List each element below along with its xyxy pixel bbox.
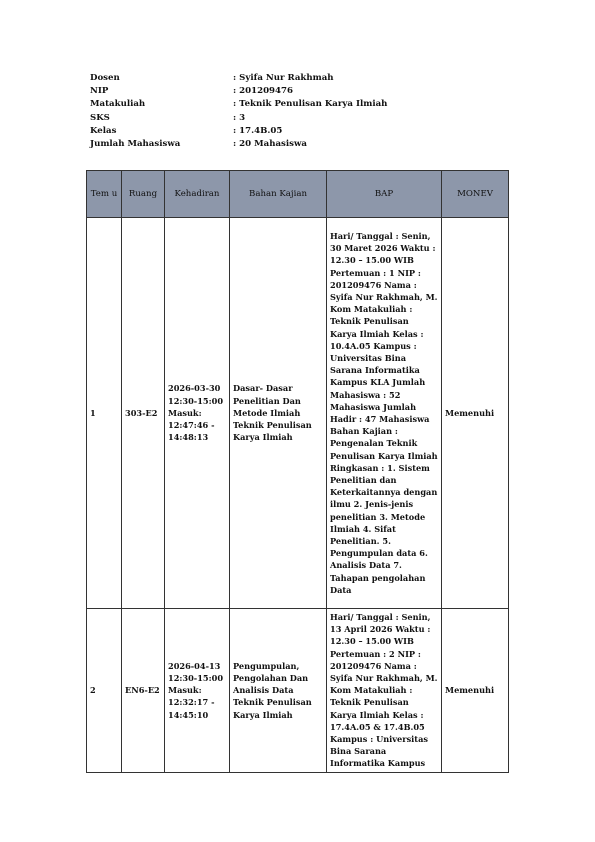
table-row <box>87 218 509 609</box>
header-temu: Tem u <box>87 171 122 218</box>
cell-bahan-kajian: Dasar- Dasar Penelitian Dan Metode Ilmiah Teknik Penulisan Karya Ilmiah <box>230 218 327 609</box>
info-row-jumlah-mahasiswa <box>90 138 387 151</box>
info-label: SKS <box>90 112 110 123</box>
table-row <box>87 609 509 773</box>
info-label: Jumlah Mahasiswa <box>90 139 181 150</box>
info-row-nip <box>90 85 387 98</box>
info-label: NIP <box>90 86 109 97</box>
header-bahan-kajian: Bahan Kajian <box>230 171 327 218</box>
info-value: : 201209476 <box>233 86 293 97</box>
cell-monev: Memenuhi <box>442 218 509 609</box>
cell-bap: Hari/ Tanggal : Senin, 13 April 2026 Waktu : 12.30 – 15.00 WIB Pertemuan : 2 NIP : 201209476 Nama : Syifa Nur Rakhmah, M. Kom Matakuliah : Teknik Penulisan Karya Ilmiah Kelas : 17.4A.05 & 17.4B.05 Kampus : Universitas Bina Sarana Informatika Kampus <box>327 609 442 773</box>
cell-ruang: 303-E2 <box>122 218 165 609</box>
cell-monev: Memenuhi <box>442 609 509 773</box>
info-value: : 20 Mahasiswa <box>233 139 307 150</box>
cell-kehadiran: 2026-04-13 12:30-15:00 Masuk: 12:32:17 - 14:45:10 <box>165 609 230 773</box>
table-header-row <box>87 171 509 218</box>
header-bap: BAP <box>327 171 442 218</box>
cell-temu: 2 <box>87 609 122 773</box>
info-value: : Syifa Nur Rakhmah <box>233 73 334 83</box>
info-row-dosen <box>90 72 387 85</box>
header-kehadiran: Kehadiran <box>165 171 230 218</box>
cell-bahan-kajian: Pengumpulan, Pengolahan Dan Analisis Data Teknik Penulisan Karya Ilmiah <box>230 609 327 773</box>
cell-bap: Hari/ Tanggal : Senin, 30 Maret 2026 Waktu : 12.30 – 15.00 WIB Pertemuan : 1 NIP : 201209476 Nama : Syifa Nur Rakhmah, M. Kom Matakuliah : Teknik Penulisan Karya Ilmiah Kelas : 10.4A.05 Kampus : Universitas Bina Sarana Informatika Kampus KLA Jumlah Mahasiswa : 52 Mahasiswa Jumlah Hadir : 47 Mahasiswa Bahan Kajian : Pengenalan Teknik Penulisan Karya Ilmiah Ringkasan : 1. Sistem Penelitian dan Keterkaitannya dengan ilmu 2. Jenis-jenis penelitian 3. Metode Ilmiah 4. Sifat Penelitian. 5. Pengumpulan data 6. Analisis Data 7. Tahapan pengolahan Data <box>327 218 442 609</box>
attendance-table <box>86 170 509 773</box>
info-label: Kelas <box>90 125 117 136</box>
info-value: : Teknik Penulisan Karya Ilmiah <box>233 99 388 110</box>
cell-ruang: EN6-E2 <box>122 609 165 773</box>
info-row-kelas <box>90 125 387 138</box>
header-ruang: Ruang <box>122 171 165 218</box>
info-label: Dosen <box>90 73 120 83</box>
cell-temu: 1 <box>87 218 122 609</box>
cell-kehadiran: 2026-03-30 12:30-15:00 Masuk: 12:47:46 - 14:48:13 <box>165 218 230 609</box>
header-monev: MONEV <box>442 171 509 218</box>
info-label: Matakuliah <box>90 99 146 110</box>
info-row-sks <box>90 112 387 125</box>
info-row-matakuliah <box>90 98 387 111</box>
info-value: : 3 <box>233 112 246 123</box>
course-info <box>90 72 387 151</box>
info-value: : 17.4B.05 <box>233 125 283 136</box>
